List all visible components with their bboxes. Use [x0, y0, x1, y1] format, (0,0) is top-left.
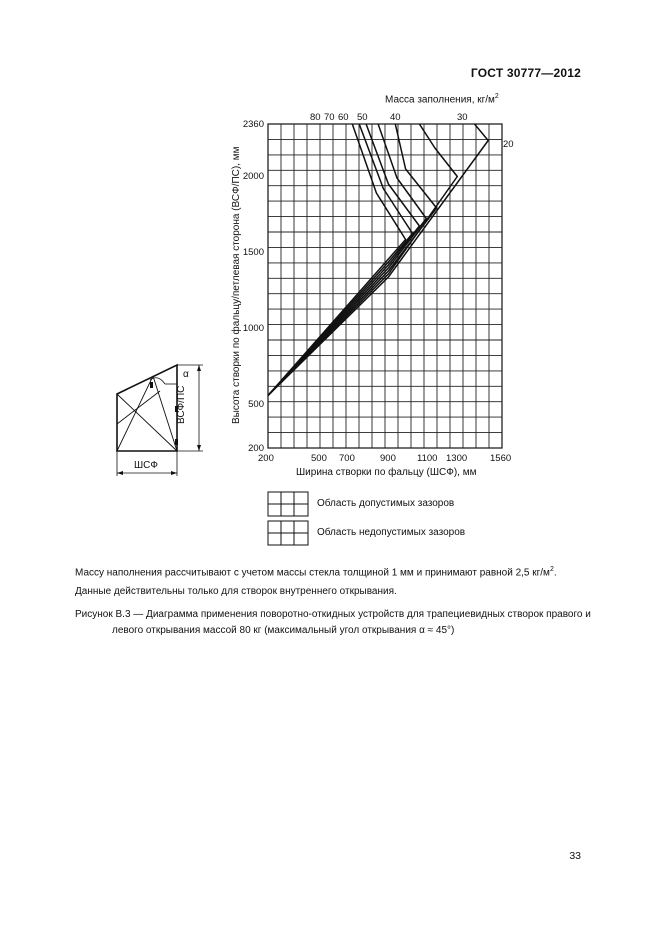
note-mass-text: Массу наполнения рассчитывают с учетом массы стекла толщиной 1 мм и принимают равной 2,5 кг/м: [75, 567, 550, 579]
x-tick-900: 900: [380, 453, 396, 464]
x-tick-1100: 1100: [417, 453, 438, 464]
legend-label-allowed: Область допустимых зазоров: [317, 498, 455, 509]
legend-swatch-allowed: [268, 492, 308, 516]
x-tick-500: 500: [311, 453, 327, 464]
x-tick-1300: 1300: [446, 453, 468, 464]
series-line-20: [268, 124, 488, 396]
x-tick-700: 700: [339, 453, 355, 464]
series-line-70: [268, 124, 413, 396]
note-validity: Данные действительны только для створок внутреннего открывания.: [75, 586, 397, 597]
height-arrow-bottom: [197, 445, 201, 451]
mass-label-20: 20: [503, 139, 514, 150]
mass-label-40: 40: [390, 112, 401, 123]
series-line-50: [268, 124, 426, 396]
sketch-height-label: ВСФ/ПС: [176, 385, 187, 424]
note-mass: [75, 566, 557, 578]
x-axis-label: Ширина створки по фальцу (ШСФ), мм: [296, 467, 477, 478]
width-arrow-right: [171, 471, 177, 475]
width-arrow-left: [117, 471, 123, 475]
caption-line-1: Рисунок В.3 — Диаграмма применения поворотно-откидных устройств для трапециевидных створок правого и: [75, 609, 591, 620]
chart-title-text: Масса заполнения, кг/м: [385, 94, 495, 106]
y-tick-1500: 1500: [242, 247, 264, 258]
caption-line-2: левого открывания массой 80 кг (максимальный угол открывания α ≈ 45°): [112, 625, 455, 636]
height-arrow-top: [197, 365, 201, 371]
y-tick-2360: 2360: [242, 119, 264, 130]
y-tick-500: 500: [248, 399, 264, 410]
mass-label-80: 80: [310, 112, 321, 123]
mass-label-50: 50: [357, 112, 368, 123]
chart-curves: [268, 124, 488, 396]
mass-label-70: 70: [324, 112, 335, 123]
legend-label-forbidden: Область недопустимых зазоров: [317, 527, 466, 538]
sash-sketch: [117, 365, 203, 476]
x-tick-200: 200: [258, 453, 274, 464]
document-code: ГОСТ 30777—2012: [470, 66, 581, 80]
note-mass-tail: .: [553, 567, 557, 579]
sketch-width-label: ШСФ: [134, 460, 158, 471]
y-tick-1000: 1000: [242, 323, 264, 334]
chart-grid: [268, 124, 502, 448]
y-tick-200: 200: [248, 443, 264, 454]
y-tick-2000: 2000: [242, 171, 264, 182]
figure-caption: [75, 607, 591, 639]
sash-opening-line: [117, 376, 153, 451]
mass-label-60: 60: [338, 112, 349, 123]
page-number: 33: [569, 850, 581, 862]
legend-swatch-forbidden: [268, 521, 308, 545]
series-line-30: [268, 124, 457, 396]
sketch-angle-label: α: [183, 369, 189, 380]
hinge-mark-bottom: [175, 439, 178, 445]
sash-outline: [117, 365, 177, 451]
handle-mark: [150, 382, 153, 388]
x-tick-1560: 1560: [490, 453, 512, 464]
note-mass-sup: 2: [549, 566, 554, 573]
sash-tilt-line: [117, 391, 160, 424]
chart-title-sup: 2: [494, 93, 499, 100]
y-axis-label: Высота створки по фальцу/петлевая сторона (ВСФ/ПС), мм: [231, 146, 242, 424]
mass-label-30: 30: [457, 112, 468, 123]
